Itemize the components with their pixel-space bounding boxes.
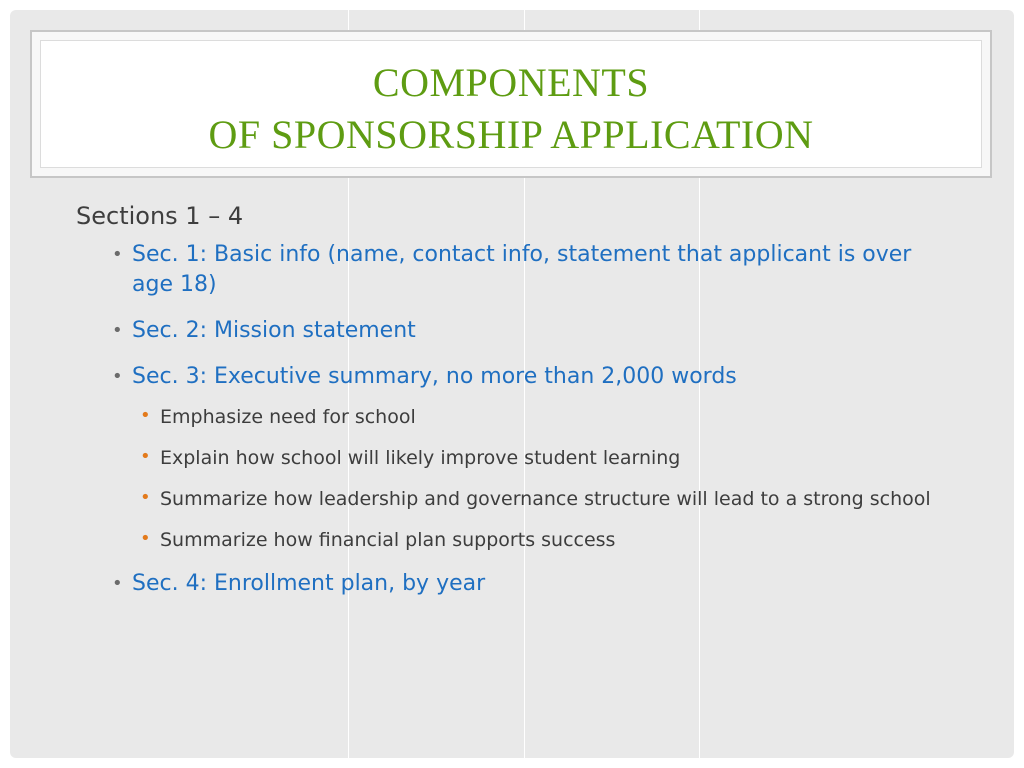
title-line-1: COMPONENTS — [372, 60, 650, 105]
sub-list-item — [136, 445, 956, 471]
list-item — [106, 316, 956, 346]
title-line-2: OF SPONSORSHIP APPLICATION — [208, 112, 814, 157]
orange-bullet-dot-icon: • — [140, 487, 151, 508]
list-item-text: Sec. 3: Executive summary, no more than 2,000 words — [132, 364, 737, 389]
list-item — [106, 362, 956, 553]
list-item-text: Sec. 2: Mission statement — [132, 318, 416, 343]
slide-title — [41, 57, 981, 161]
title-box — [40, 40, 982, 168]
slide — [10, 10, 1014, 758]
bullet-dot-icon: • — [112, 244, 123, 265]
sub-list-item — [136, 404, 956, 430]
orange-bullet-dot-icon: • — [140, 528, 151, 549]
bullet-dot-icon: • — [112, 573, 123, 594]
bullet-dot-icon: • — [112, 320, 123, 341]
list-item-text: Sec. 4: Enrollment plan, by year — [132, 571, 486, 596]
orange-bullet-dot-icon: • — [140, 446, 151, 467]
bullet-list — [76, 240, 956, 599]
sub-list-item — [136, 527, 956, 553]
list-item — [106, 569, 956, 599]
list-item-text: Sec. 1: Basic info (name, contact info, statement that applicant is over age 18) — [132, 242, 912, 297]
list-item — [106, 240, 956, 300]
orange-bullet-dot-icon: • — [140, 405, 151, 426]
sub-list-item-text: Summarize how leadership and governance structure will lead to a strong school — [160, 488, 931, 510]
title-frame — [30, 30, 992, 178]
section-heading: Sections 1 – 4 — [76, 202, 244, 230]
sub-list-item-text: Emphasize need for school — [160, 406, 416, 428]
sub-list-item-text: Summarize how financial plan supports success — [160, 529, 616, 551]
slide-content — [76, 200, 956, 615]
bullet-dot-icon: • — [112, 366, 123, 387]
sub-list-item-text: Explain how school will likely improve student learning — [160, 447, 681, 469]
sub-bullet-list — [132, 404, 956, 553]
sub-list-item — [136, 486, 956, 512]
